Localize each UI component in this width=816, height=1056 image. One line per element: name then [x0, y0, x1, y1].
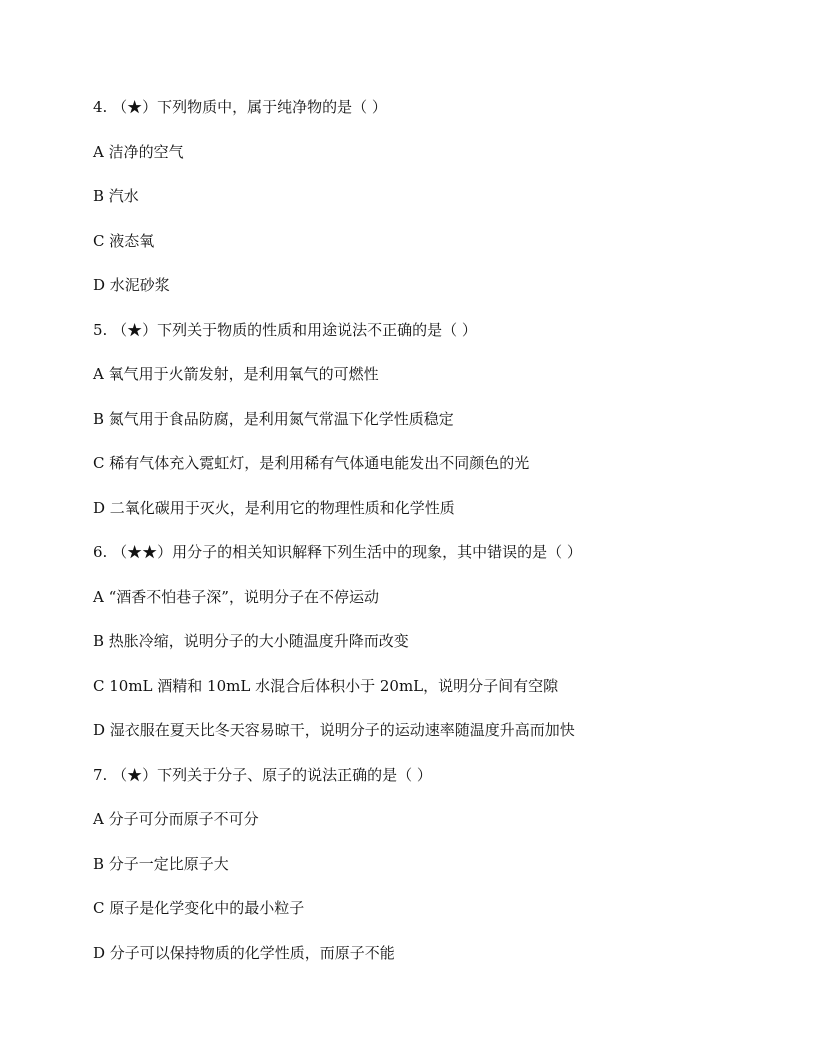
option-c: C 10mL 酒精和 10mL 水混合后体积小于 20mL，说明分子间有空隙 — [93, 676, 559, 695]
option-b: B 分子一定比原子大 — [93, 854, 229, 873]
question-7 — [93, 761, 733, 984]
option-a: A “酒香不怕巷子深”，说明分子在不停运动 — [93, 587, 379, 606]
question-5 — [93, 316, 733, 539]
option-c: C 稀有气体充入霓虹灯，是利用稀有气体通电能发出不同颜色的光 — [93, 454, 530, 472]
option-b: B 氮气用于食品防腐，是利用氮气常温下化学性质稳定 — [93, 409, 454, 428]
question-list — [93, 93, 733, 983]
question-stem: 4. （★）下列物质中，属于纯净物的是（ ） — [93, 98, 387, 116]
option-a: A 分子可分而原子不可分 — [93, 810, 259, 828]
question-stem: 5. （★）下列关于物质的性质和用途说法不正确的是（ ） — [93, 320, 477, 339]
option-c: C 液态氧 — [93, 231, 155, 250]
option-d: D 水泥砂浆 — [93, 276, 170, 294]
question-stem: 7. （★）下列关于分子、原子的说法正确的是（ ） — [93, 765, 432, 784]
option-c: C 原子是化学变化中的最小粒子 — [93, 899, 305, 917]
option-d: D 二氧化碳用于灭火，是利用它的物理性质和化学性质 — [93, 498, 455, 517]
question-stem: 6. （★★）用分子的相关知识解释下列生活中的现象，其中错误的是（ ） — [93, 543, 582, 561]
option-b: B 汽水 — [93, 187, 139, 205]
option-d: D 湿衣服在夏天比冬天容易晾干，说明分子的运动速率随温度升高而加快 — [93, 721, 575, 739]
option-d: D 分子可以保持物质的化学性质，而原子不能 — [93, 943, 395, 962]
option-a: A 洁净的空气 — [93, 142, 184, 161]
question-4 — [93, 93, 733, 316]
question-6 — [93, 538, 733, 761]
option-a: A 氧气用于火箭发射，是利用氧气的可燃性 — [93, 365, 379, 383]
option-b: B 热胀冷缩，说明分子的大小随温度升降而改变 — [93, 632, 409, 650]
